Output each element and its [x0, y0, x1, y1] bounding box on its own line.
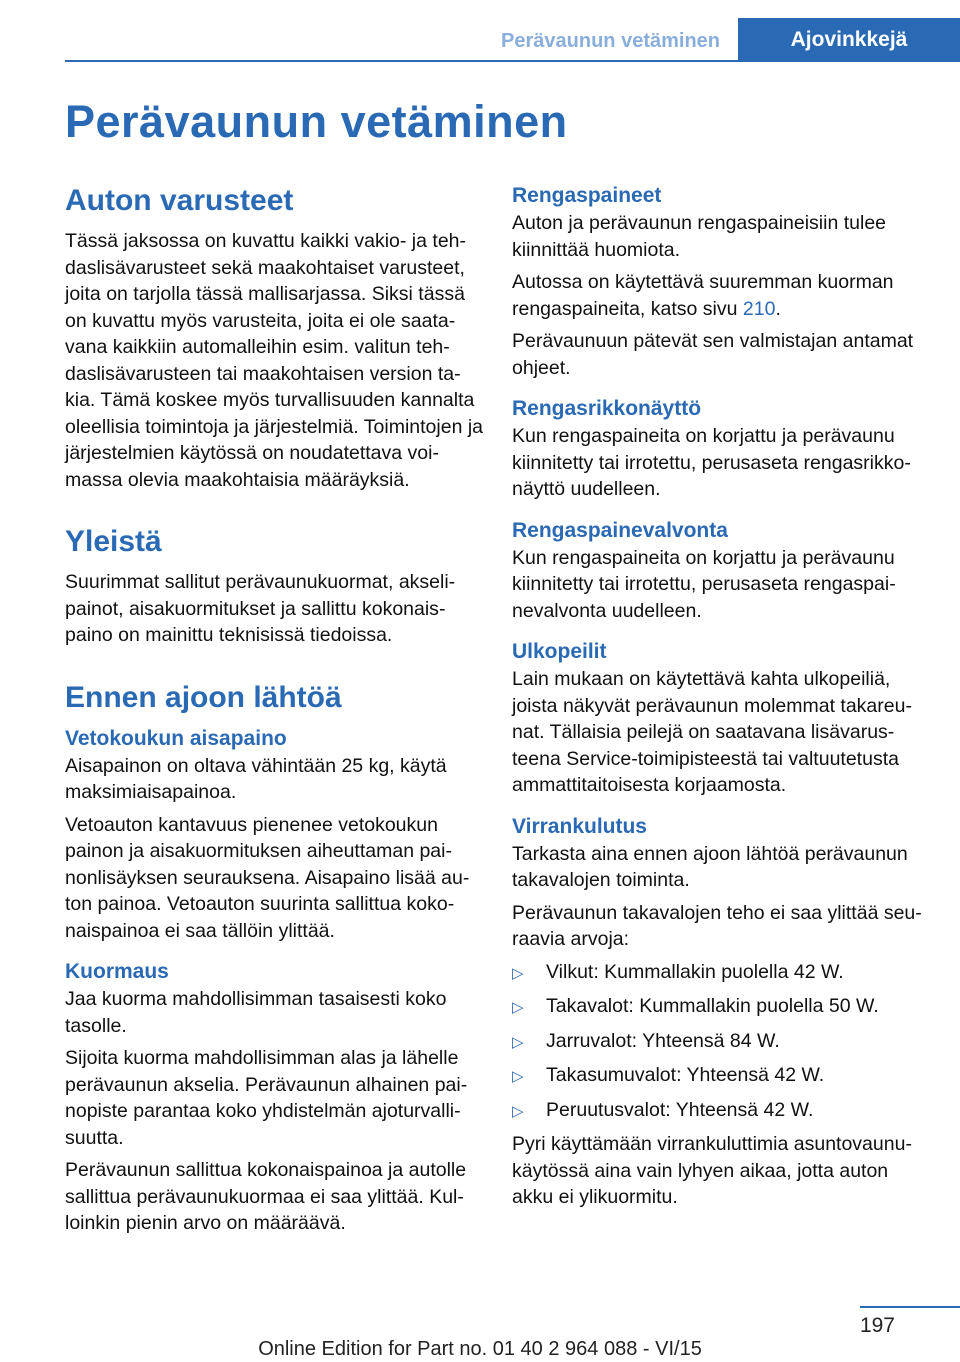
paragraph-rengasvalvonta: Kun rengaspaineita on korjattu ja perävaunu kiinnitetty tai irrotettu, perusaseta rengaspainevalvonta uudelleen. [512, 546, 896, 622]
page-number: 197 [859, 1314, 895, 1337]
paragraph-yleista: Suurimmat sallitut perävaunukuormat, akselipainot, aisakuormitukset ja sallittu kokonaispaino on mainittu teknisissä tiedoissa. [65, 571, 456, 646]
subheading-rengaspainevalvonta: Rengaspainevalvonta [512, 518, 728, 542]
paragraph-ulkopeilit: Lain mukaan on käytettävä kahta ulkopeiliä, joista näkyvät perävaunun molemmat takareunat. Tällaisia peilejä on saatavana lisävarusteena Service-toimipisteestä tai valtuutetusta ammattitaitoisesta korjaamosta. [512, 668, 912, 796]
page-header [0, 0, 960, 62]
header-rule [65, 60, 960, 62]
left-column [65, 182, 483, 1243]
list-item-text: Vilkut: Kummallakin puolella 42 W. [546, 960, 844, 983]
heading-yleista: Yleistä [65, 525, 162, 558]
subheading-rengasrikkonaytto: Rengasrikkonäyttö [512, 397, 702, 420]
footer-edition-text: Online Edition for Part no. 01 40 2 964 088 - VI/15 [258, 1338, 702, 1360]
triangle-bullet-icon: ▷ [512, 1102, 524, 1120]
header-section-title: Perävaunun vetäminen [501, 30, 720, 52]
paragraph-rengaspaineet-3: Perävaunuun pätevät sen valmistajan antamat ohjeet. [512, 330, 914, 379]
paragraph-kuormaus-2: Sijoita kuorma mahdollisimman alas ja lähelle perävaunun akselia. Perävaunun alhainen painopiste parantaa koko yhdistelmän ajoturvallisuutta. [65, 1047, 468, 1149]
page-title: Perävaunun vetäminen [65, 96, 568, 147]
list-item [512, 1097, 930, 1126]
page-reference-link[interactable]: 210 [742, 297, 776, 320]
paragraph-kuormaus-1: Jaa kuorma mahdollisimman tasaisesti koko tasolle. [65, 988, 447, 1037]
heading-ennen-ajoon: Ennen ajoon lähtöä [65, 680, 342, 714]
text-before-link: Autossa on käytettävä suuremman kuorman rengaspaineita, katso sivu [512, 271, 894, 320]
subheading-rengaspaineet: Rengaspaineet [512, 184, 662, 207]
triangle-bullet-icon: ▷ [512, 1068, 524, 1085]
list-item-text: Takasumuvalot: Yhteensä 42 W. [546, 1064, 825, 1086]
heading-auton-varusteet: Auton varusteet [65, 184, 294, 217]
paragraph-varusteet: Tässä jaksossa on kuvattu kaikki vakio- ja tehdaslisävarusteet sekä maakohtaiset varusteet, joita on tarjolla tässä mallisarjassa. Siksi tässä on kuvattu myös varusteita, joita ei ole saatavana kaikkiin automalleihin esim. valitun tehdaslisävarusteen tai maakohtaisen version takia. Tämä koskee myös turvallisuuden kannalta oleellisia toimintoja ja järjestelmiä. Toimintojen ja järjestelmien käytössä on noudatettava voimassa olevia maakohtaisia määräyksiä. [65, 230, 484, 491]
paragraph-virrankulutus-3: Pyri käyttämään virrankuluttimia asuntovaunukäytössä aina vain lyhyen aikaa, jotta auton akku ei ylikuormitu. [512, 1133, 912, 1208]
subheading-kuormaus: Kuormaus [65, 960, 169, 983]
paragraph-rengaspaineet-1: Auton ja perävaunun rengaspaineisiin tulee kiinnittää huomiota. [512, 212, 887, 261]
triangle-bullet-icon: ▷ [512, 964, 524, 982]
triangle-bullet-icon: ▷ [512, 1033, 524, 1051]
paragraph-aisapaino-2: Vetoauton kantavuus pienenee vetokoukun painon ja aisakuormituksen aiheuttaman painonlisäyksen seurauksena. Aisapaino lisää auton painoa. Vetoauton suurinta sallittua kokonaispainoa ei saa tällöin ylittää. [65, 813, 470, 942]
list-item-text: Takavalot: Kummallakin puolella 50 W. [546, 995, 879, 1017]
footer-rule [860, 1306, 960, 1308]
triangle-bullet-icon: ▷ [512, 999, 524, 1016]
paragraph-kuormaus-3: Perävaunun sallittua kokonaispainoa ja autolle sallittua perävaunukuormaa ei saa ylittää. Kulloinkin pienin arvo on määräävä. [65, 1159, 467, 1234]
paragraph-virrankulutus-2: Perävaunun takavalojen teho ei saa ylittää seuraavia arvoja: [512, 901, 922, 950]
list-item [512, 959, 930, 988]
list-item-text: Peruutusvalot: Yhteensä 42 W. [546, 1098, 814, 1121]
subheading-vetokoukun-aisapaino: Vetokoukun aisapaino [65, 726, 287, 750]
list-item [512, 1062, 930, 1091]
paragraph-rengaspaineet-2 [512, 269, 930, 322]
subheading-virrankulutus: Virrankulutus [512, 814, 647, 838]
paragraph-rengasrikko: Kun rengaspaineita on korjattu ja perävaunu kiinnitetty tai irrotettu, perusaseta rengasrikkonäyttö uudelleen. [512, 425, 911, 500]
list-item [512, 1028, 930, 1057]
text-after-link: . [775, 297, 781, 320]
right-column [512, 182, 930, 1217]
paragraph-aisapaino-1: Aisapainon on oltava vähintään 25 kg, käytä maksimiaisapainoa. [65, 754, 447, 803]
lamp-power-list [512, 959, 930, 1126]
subheading-ulkopeilit: Ulkopeilit [512, 640, 607, 663]
header-chapter-tab[interactable]: Ajovinkkejä [738, 18, 960, 62]
list-item [512, 993, 930, 1022]
list-item-text: Jarruvalot: Yhteensä 84 W. [546, 1029, 780, 1052]
paragraph-virrankulutus-1: Tarkasta aina ennen ajoon lähtöä perävaunun takavalojen toiminta. [512, 842, 908, 891]
